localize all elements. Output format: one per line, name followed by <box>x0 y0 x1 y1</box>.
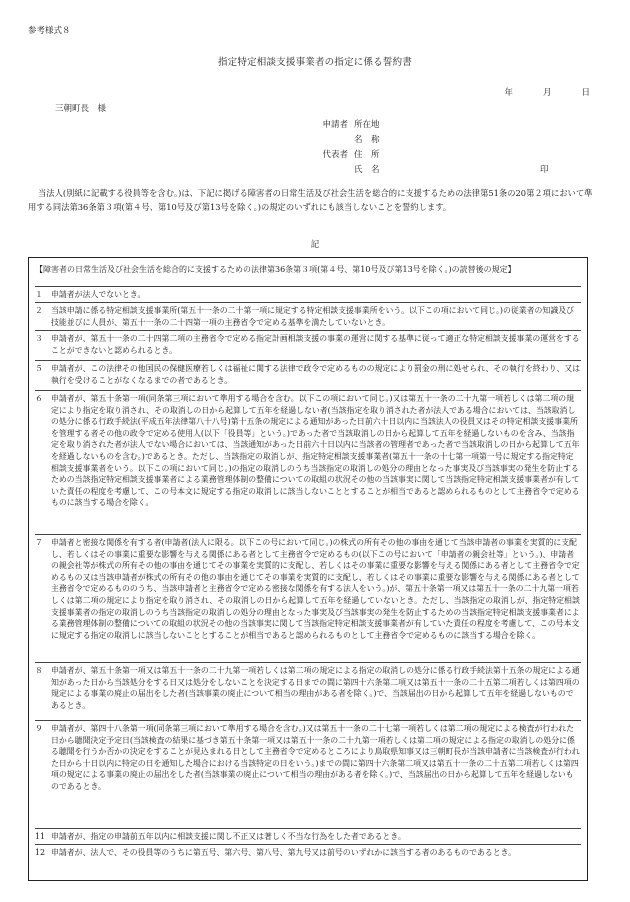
provisions-heading: 【障害者の日常生活及び社会生活を総合的に支援するための法律第36条第３項(第４号、第10号及び第13号を除く。)の読替後の規定】 <box>35 265 516 274</box>
document-title: 指定特定相談支援事業者の指定に係る誓約書 <box>217 57 412 68</box>
provision-text: 申請者が、第四十八条第一項(同条第三項において準用する場合を含む。)又は第五十一条の二十七第一項若しくは第二項の規定による検査が行われた日から聴聞決定予定日(当該検査の結果に基づき第五十条第一項又は第五十一条の二十九第一項若しくは第二項の規定による指定の取消しの処分に係る聴聞を行うか否かの決定をすることが見込まれる日として主務省令で定めるところにより鳥取県知事又は三朝町長が当該申請者に当該検査が行われた日から十日以内に特定の日を通知した場合における当該特定の日をいう。)までの間に第四十六条第二項又は第五十一条の二十五第二項若しくは第四項の規定による事業の廃止の届出をした者(当該事業の廃止について相当の理由がある者を除く。)で、当該届出の日から起算して五年を経過しないものであるとき。 <box>51 724 580 791</box>
provision-number: ９ <box>35 724 43 733</box>
provision-item <box>35 302 581 328</box>
addressee: 三朝町長 様 <box>55 104 107 114</box>
seal-mark: 印 <box>540 165 549 175</box>
representative-address-row <box>312 148 390 160</box>
provision-text: 申請者と密接な関係を有する者(申請者(法人に限る。以下この号において同じ。)の株式の所有その他の事由を通じて当該申請者の事業を実質的に支配し、若しくはその事業に重要な影響を与える関係にある者として主務省令で定めるもの(以下この号において「申請者の親会社等」という。)、申請者の親会社等が株式の所有その他の事由を通じてその事業を実質的に支配し、若しくはその事業に重要な影響を与える関係にある者として主務省令で定めるもの又は当該申請者が株式の所有その他の事由を通じてその事業を実質的に支配し、若しくはその事業に重要な影響を与える関係にある者として主務省令で定めるもののうち、当該申請者と主務省令で定める密接な関係を有する法人をいう。)が、第五十条第一項又は第五十一条の二十九第一項若しくは第二項の規定により指定を取り消され、その取消しの日から起算して五年を経過していないとき。ただし、当該指定の取消しが、指定特定相談支援事業者の指定の取消しのうち当該指定の取消しの処分の理由となった事実及び当該事実の発生を防止するための当該指定特定相談支援事業者による業務管理体制の整備についての取組の状況その他の当該事実に関して当該指定特定相談支援事業者が有していた責任の程度を考慮して、この号本文に規定する指定の取消しに該当しないこととすることが相当であると認められるものとして主務省令で定めるものに該当する場合を除く。 <box>51 538 580 640</box>
date-row <box>504 86 590 98</box>
provision-item <box>35 534 581 641</box>
provision-number: ２ <box>35 306 43 315</box>
provision-number: 11 <box>35 832 46 841</box>
provision-number: ８ <box>35 666 43 675</box>
address-label: 所在地 <box>354 120 380 130</box>
name-label: 名 称 <box>354 135 380 145</box>
provision-item <box>35 662 581 711</box>
provision-number: ３ <box>35 334 43 343</box>
applicant-role: 申請者 <box>322 120 348 130</box>
provision-item <box>35 330 581 356</box>
provision-item <box>35 720 581 793</box>
provisions-box <box>28 257 588 881</box>
form-number: 参考様式８ <box>28 26 71 36</box>
provision-number: ６ <box>35 394 43 403</box>
provision-number: ７ <box>35 538 43 547</box>
date-day: 日 <box>581 88 590 98</box>
representative-name-row <box>312 163 390 175</box>
provision-text: 申請者が法人でないとき。 <box>51 290 146 299</box>
rep-address-label: 住 所 <box>354 150 380 160</box>
date-year: 年 <box>504 88 513 98</box>
applicant-name-row <box>312 133 390 145</box>
rep-name-label: 氏 名 <box>354 165 380 175</box>
provision-text: 当該申請に係る特定相談支援事業所(第五十一条の二十第一項に規定する特定相談支援事業所をいう。以下この項において同じ。)の従業者の知識及び技能並びに人員が、第五十一条の二十四第一項の主務省令で定める基準を満たしていないとき。 <box>51 306 574 327</box>
provision-text: 申請者が、この法律その他国民の保健医療若しくは福祉に関する法律で政令で定めるものの規定により罰金の刑に処せられ、その執行を終わり、又は執行を受けることがなくなるまでの者であるとき。 <box>51 364 581 385</box>
provision-text: 申請者が、法人で、その役員等のうちに第五号、第六号、第八号、第九号又は前号のいずれかに該当する者のあるものであるとき。 <box>51 848 517 857</box>
provision-item <box>35 360 581 386</box>
provision-text: 申請者が、第五十一条の二十四第二項の主務省令で定める指定計画相談支援の事業の運営に関する基準に従って適正な特定相談支援事業の運営をすることができないと認められるとき。 <box>51 334 580 355</box>
ki-heading: 記 <box>310 240 320 250</box>
intro-paragraph: 当法人(別紙に記載する役員等を含む。)は、下記に掲げる障害者の日常生活及び社会生活を総合的に支援するための法律第51条の20第２項において準用する同法第36条第３項(第４号、第10号及び第13号を除く。)の規定のいずれにも該当しないことを誓約します。 <box>28 188 593 212</box>
provision-number: １ <box>35 290 43 299</box>
provision-text: 申請者が、第五十条第一項(同条第三項において準用する場合を含む。以下この項において同じ。)又は第五十一条の二十九第一項若しくは第二項の規定により指定を取り消され、その取消しの日から起算して五年を経過しない者(当該指定を取り消された者が法人である場合においては、当該取消しの処分に係る行政手続法(平成五年法律第八十八号)第十五条の規定による通知があった日前六十日以内に当該法人の役員又はその特定相談支援事業所を管理する者その他の政令で定める使用人(以下「役員等」という。)であった者で当該取消しの日から起算して五年を経過しないものを含み、当該指定を取り消された者が法人でない場合においては、当該通知があった日前六十日以内に当該者の管理者であった者で当該取消しの日から起算して五年を経過しないものを含む。)であるとき。ただし、当該指定の取消しが、指定特定相談支援事業者(第五十一条の十七第一項第一号に規定する指定特定相談支援事業者をいう。以下この項において同じ。)の指定の取消しのうち当該指定の取消しの処分の理由となった事実及び当該事実の発生を防止するための当該指定特定相談支援事業者による業務管理体制の整備についての取組の状況その他の当該事実に関して当該指定特定相談支援事業者が有していた責任の程度を考慮して、この号本文に規定する指定の取消しに該当しないこととすることが相当であると認められるものとして主務省令で定めるものに該当する場合を除く。 <box>51 394 580 508</box>
provision-item <box>35 390 581 509</box>
provision-item <box>35 828 581 843</box>
date-month: 月 <box>542 88 552 98</box>
representative-role: 代表者 <box>322 150 348 160</box>
provision-text: 申請者が、指定の申請前五年以内に相談支援に関し不正又は著しく不当な行為をした者であるとき。 <box>51 832 406 841</box>
provision-number: 12 <box>35 848 46 857</box>
provision-item <box>35 844 581 859</box>
applicant-address-row <box>312 118 390 130</box>
provision-number: ５ <box>35 364 43 373</box>
provision-text: 申請者が、第五十条第一項又は第五十一条の二十九第一項若しくは第二項の規定による指定の取消しの処分に係る行政手続法第十五条の規定による通知があった日から当該処分をする日又は処分をしないことを決定する日までの間に第四十六条第二項又は第五十一条の二十五第二項若しくは第四項の規定による事業の廃止の届出をした者(当該事業の廃止について相当の理由がある者を除く。)で、当該届出の日から起算して五年を経過しないものであるとき。 <box>51 666 580 710</box>
provision-item <box>35 286 581 301</box>
